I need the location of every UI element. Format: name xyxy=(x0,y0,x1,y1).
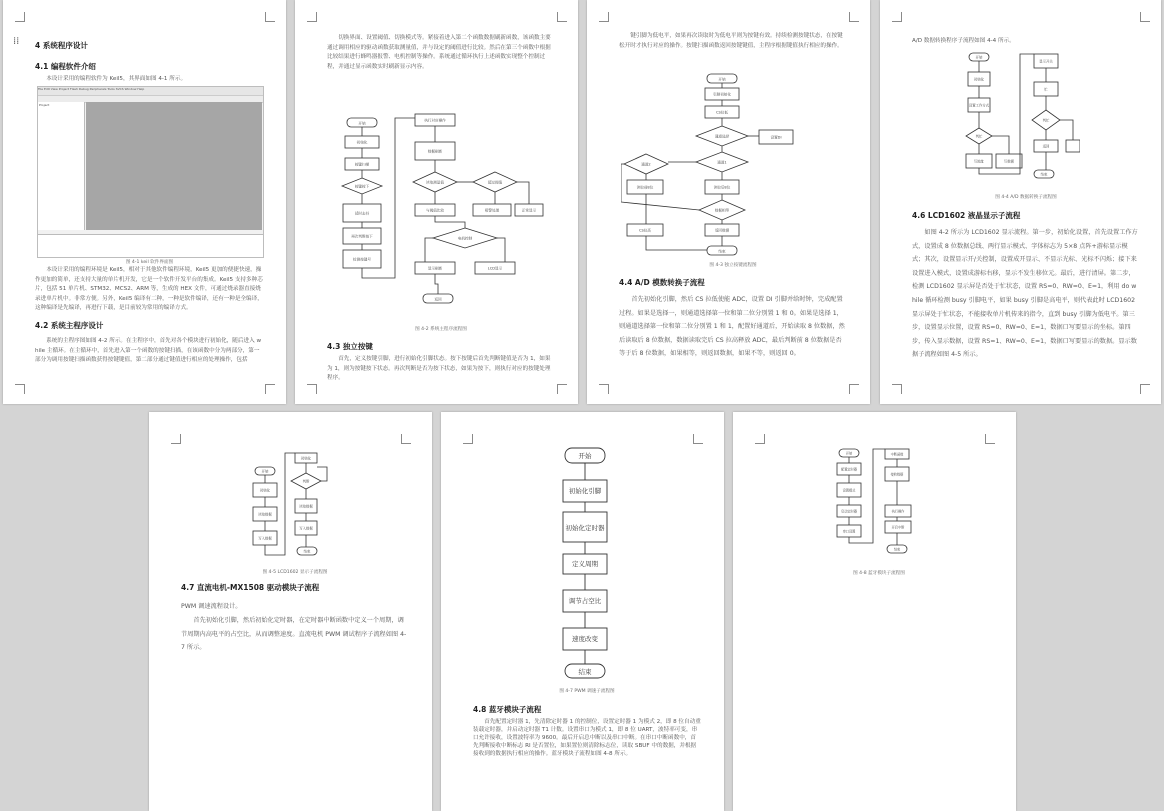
paragraph: 如图 4-2 所示为 LCD1602 显示流程。第一步，初始化设置，首先设置工作方式，设置成 8 位数据总线、两行显示模式、字体标志为 5×8 点阵+游标显示模式；其次，设置显示开/关控制，设置成开显示、不显示光标、光标不闪烁；接下来设置进入模式，设置成游标右移，显示不发生移位元。最后，进行清屏。第二步，检测 LCD1602 显示屏是否处于忙状态，设置 RS=0、RW=0、E=1，利用 do while 循环检测 busy 引脚电平，如果 busy 引脚是高电平，则代表此时 LCD1602 显示屏处于忙状态，不能接收单片机传来的指令，直到 busy 引脚为低电平。第三步，设置显示位置，设置 RS=0、RW=0、E=1，数据口写要显示的坐标。第四步，传入显示数据，设置 RS=1、RW=0、E=1，数据口写要显示的数据。显示数据子流程如图 4-5 所示。 xyxy=(912,229,1138,359)
document-page-3 xyxy=(587,0,870,404)
heading-4-7: 4.7 直流电机-MX1508 驱动模块子流程 xyxy=(181,583,320,592)
flow-node: 报警处理 xyxy=(484,208,500,213)
pwm-flowchart xyxy=(551,446,621,686)
flow-node: 读取数据 xyxy=(299,504,313,509)
crop-mark xyxy=(892,384,902,394)
flow-node: 通道1 xyxy=(717,160,727,165)
document-page-2 xyxy=(295,0,578,404)
flow-node: LCD显示 xyxy=(487,266,503,271)
flow-node: 写入数据 xyxy=(299,526,313,531)
flow-node: 电机控制 xyxy=(457,236,473,241)
flow-node: 开始 xyxy=(718,77,726,82)
paragraph: 切换界面、设置阈值、切换模式等。紧接着进入第二个函数数据刷新函数，该函数主要通过调用相应的驱动函数获取测量值，并与设定的阈值进行比较。然后在第三个函数中根据比较结果进行蜂鸣器报警、电机控制等操作。系统通过循环执行上述函数实现整个控制过程，并通过显示函数实时刷新显示内容。 xyxy=(327,35,551,70)
flow-node: 调节占空比 xyxy=(568,597,602,605)
flow-node: CS拉高 xyxy=(639,228,651,233)
flow-node: 开始 xyxy=(845,451,853,456)
crop-mark xyxy=(599,384,609,394)
drag-handle-icon[interactable]: ⁞⁞ xyxy=(13,36,20,47)
flow-node: 开始 xyxy=(261,469,269,474)
flow-node: 引脚初始化 xyxy=(713,92,731,97)
flow-node: 返回 xyxy=(1042,144,1050,149)
flow-node: 启动定时器 xyxy=(841,509,857,514)
flow-node: 配置定时器 xyxy=(841,467,857,472)
crop-mark xyxy=(1140,384,1150,394)
flow-node: 与阈值比较 xyxy=(426,208,444,213)
keil-screenshot xyxy=(37,86,264,258)
flow-node: 按键按下 xyxy=(354,184,370,189)
crop-mark xyxy=(985,434,995,444)
figure-caption: 图 4-7 PWM 调速子流程图 xyxy=(559,689,615,694)
flow-node: 读取前8位 xyxy=(636,185,654,190)
flow-node: 读取数据 xyxy=(258,512,272,517)
crop-mark xyxy=(265,12,275,22)
flow-node: 结束 xyxy=(303,549,311,554)
crop-mark xyxy=(849,384,859,394)
document-page-5 xyxy=(149,412,432,811)
flow-node: 初始化引脚 xyxy=(568,487,602,495)
flow-node: 结束 xyxy=(893,547,901,552)
ide-menubar: File Edit View Project Flash Debug Peripherals Tools SVCS Window Help xyxy=(38,87,263,96)
paragraph: 首先，定义按键引脚，进行初始化引脚状态。按下按键后首先判断键值是否为 1，如果为 1，则为按键按下状态。再次判断是否为按下状态，如果为按下，则执行对应的按键处理程序。 xyxy=(327,356,551,382)
crop-mark xyxy=(307,384,317,394)
paragraph: 首先初始化引脚，然后 CS 拉低使能 ADC，设置 DI 引脚并给时钟，完成配置过程。如果是选择一，则通道选择第一位和第二位分别置 1 和 0。如果是选择 1，则通道选择第一位和第二位分别置 1 和 1，配置好通道后，开始读取 8 位数据，然后读取后 8 位数据，数据读取完后 CS 拉高释放 ADC，最后判断前 8 位数据是否等于后 8 位数据，如果相等，则返回数据，如果不等，则返回 0。 xyxy=(619,296,845,358)
flow-node: 返回 xyxy=(434,297,442,302)
flow-node: 结束 xyxy=(718,249,726,254)
crop-mark xyxy=(693,434,703,444)
flow-node: 速度改变 xyxy=(572,635,598,643)
figure-caption: 图 4-2 系统主程序流程图 xyxy=(415,327,467,332)
flow-node: 接收数据 xyxy=(890,472,904,477)
figure-caption: 图 4-1 keil 软件界面图 xyxy=(125,260,174,265)
crop-mark xyxy=(171,434,181,444)
key-scan-flowchart xyxy=(621,72,831,260)
document-page-6 xyxy=(441,412,724,811)
flow-node: 执行对应操作 xyxy=(424,118,446,123)
paragraph: 首先配置定时器 1，先清除定时器 1 的控制位，设置定时器 1 为模式 2，即 8 位自动重装载定时器，并启动定时器 T1 计数。设置串口为模式 1，即 8 位 UART，波特率可变，串口允许接收，设置波特率为 9600。最后开启总中断以及串口中断。在串口中断函数中，首先判断接收中断标志 RI 是否置位，如果置位则清除标志位，读取 SBUF 中的数据，并根据接收到的数据执行相应的操作。蓝牙模块子流程如图 4-8 所示。 xyxy=(473,719,701,757)
flow-node: 执行操作 xyxy=(891,509,905,514)
crop-mark xyxy=(755,434,765,444)
flow-node: 开始 xyxy=(358,121,366,126)
crop-mark xyxy=(557,384,567,394)
flow-node: 判断 xyxy=(302,479,310,484)
paragraph: A/D 数据转换程序子流程如图 4-4 所示。 xyxy=(912,38,1015,44)
flow-node: 检测按键号 xyxy=(353,257,371,262)
flow-node: 判忙 xyxy=(975,134,983,139)
flow-node: 初始化 xyxy=(356,140,368,145)
flow-node: 初始化定时器 xyxy=(565,524,605,532)
flow-node: CS拉低 xyxy=(716,110,728,115)
flow-node: 串口设置 xyxy=(842,529,856,534)
flow-node: 按键扫描 xyxy=(354,162,370,167)
flow-node: 通道2 xyxy=(641,162,651,167)
main-program-flowchart xyxy=(335,112,545,312)
heading-4: 4 系统程序设计 xyxy=(35,41,88,50)
flow-node: 忙 xyxy=(1044,87,1048,92)
crop-mark xyxy=(892,12,902,22)
document-page-7 xyxy=(733,412,1016,811)
paragraph: 本设计采用的编程环境是 Keil5，相对于其他软件编程环境，Keil5 更加的便捷快速，操作更加的简单，还支持大量的单片机开发，它是一个软件开发平台的集成。Keil5 支持多种芯片，包括 51 单片机、STM32、MCS2、ARM 等，生成的 HEX 文件，可通过烧录器直接烧录进单片机中。非常方便。另外，Keil5 编译有二种，一种是软件编译，还有一种是全编译，这种编译是先编译，再进行下载，是目前较为常用的编译方式。 xyxy=(35,267,263,312)
ad-convert-flowchart xyxy=(960,50,1080,185)
flow-node: 开始 xyxy=(578,452,592,460)
crop-mark xyxy=(401,434,411,444)
heading-4-6: 4.6 LCD1602 液晶显示子流程 xyxy=(912,211,1021,220)
crop-mark xyxy=(849,12,859,22)
flow-node: 数据相等 xyxy=(714,208,730,213)
flow-node: 读取后8位 xyxy=(713,185,731,190)
paragraph: 本设计采用的编程软件为 Keil5，其界面如图 4-1 所示。 xyxy=(46,76,187,82)
flow-node: 正常显示 xyxy=(521,208,537,213)
flow-node: 开启中断 xyxy=(891,525,905,530)
flow-node: 再次判断按下 xyxy=(351,234,373,239)
flow-node: 数据刷新 xyxy=(427,149,443,154)
flow-node: 延时去抖 xyxy=(354,211,370,216)
paragraph: 系统的主程序图如图 4-2 所示。在主程序中，首先对各个模块进行初始化，随后进入 while 主循环。在主循环中，首先进入第一个函数的按键扫描，在该函数中分为两部分，第一部分为调用按键扫描函数获得按键键值，第二部分通过键值进行相应的处理操作，包括 xyxy=(35,338,262,364)
figure-caption: 图 4-4 A/D 数据转换子流程图 xyxy=(995,195,1057,200)
flow-node: 初始化 xyxy=(300,456,312,461)
flow-node: 结束 xyxy=(578,668,592,676)
crop-mark xyxy=(1140,12,1150,22)
ide-project-pane xyxy=(38,102,85,230)
paragraph: 键引脚为低电平，如果再次读取时为低电平则为按键有效。持续检测按键状态，在按键松开时才执行对应的操作。按键扫描函数返回按键键值，主程序根据键值执行相应的操作。 xyxy=(619,33,843,49)
document-page-1 xyxy=(3,0,286,404)
flow-node: 中断函数 xyxy=(890,452,904,457)
ide-output-pane xyxy=(38,234,263,257)
ide-project-label: Project xyxy=(39,103,50,107)
crop-mark xyxy=(15,384,25,394)
paragraph: PWM 调速流程设计。 xyxy=(181,603,242,610)
document-page-4 xyxy=(880,0,1161,404)
flow-node: 初始化 xyxy=(259,488,271,493)
flow-node: 结束 xyxy=(1040,172,1048,177)
heading-4-8: 4.8 蓝牙模块子流程 xyxy=(473,705,542,714)
crop-mark xyxy=(15,12,25,22)
flow-node: 写地址 xyxy=(973,159,985,164)
flow-node: 初始化 xyxy=(973,77,985,82)
heading-4-2: 4.2 系统主程序设计 xyxy=(35,321,104,330)
ide-editor-area xyxy=(86,102,262,230)
heading-4-3: 4.3 独立按键 xyxy=(327,342,373,351)
flow-node: 设置DI xyxy=(770,135,782,140)
flow-node: 写入数据 xyxy=(258,536,272,541)
flow-node: 超过阈值 xyxy=(487,180,503,185)
crop-mark xyxy=(599,12,609,22)
heading-4-1: 4.1 编程软件介绍 xyxy=(35,62,96,71)
flow-node: 返回数据 xyxy=(714,228,730,233)
lcd-display-flowchart xyxy=(249,447,331,567)
flow-node: 写数据 xyxy=(1003,159,1015,164)
bluetooth-flowchart xyxy=(833,447,923,567)
figure-caption: 图 4-3 独立按键流程图 xyxy=(709,263,757,268)
flow-node: 显示开关 xyxy=(1039,59,1053,64)
flow-node: 设置模式 xyxy=(842,488,856,493)
crop-mark xyxy=(463,434,473,444)
paragraph: 首先初始化引脚，然后初始化定时器，在定时器中断函数中定义一个周期，调节周期内高电平的占空比，从而调整速度。直流电机 PWM 调试程序子流程如图 4-7 所示。 xyxy=(181,617,407,652)
flow-node: 通道选择 xyxy=(714,134,730,139)
flow-node: 读取测量值 xyxy=(426,180,444,185)
flow-node: 判忙 xyxy=(1042,118,1050,123)
flow-node: 定义周期 xyxy=(572,560,598,568)
crop-mark xyxy=(557,12,567,22)
heading-4-4: 4.4 A/D 模数转换子流程 xyxy=(619,278,705,287)
figure-caption: 图 4-8 蓝牙模块子流程图 xyxy=(853,571,905,576)
flow-node: 显示刷新 xyxy=(427,266,443,271)
flow-node: 开始 xyxy=(975,55,983,60)
flow-node: 设置工作方式 xyxy=(968,103,990,108)
crop-mark xyxy=(265,384,275,394)
figure-caption: 图 4-5 LCD1602 显示子流程图 xyxy=(262,570,328,575)
crop-mark xyxy=(307,12,317,22)
